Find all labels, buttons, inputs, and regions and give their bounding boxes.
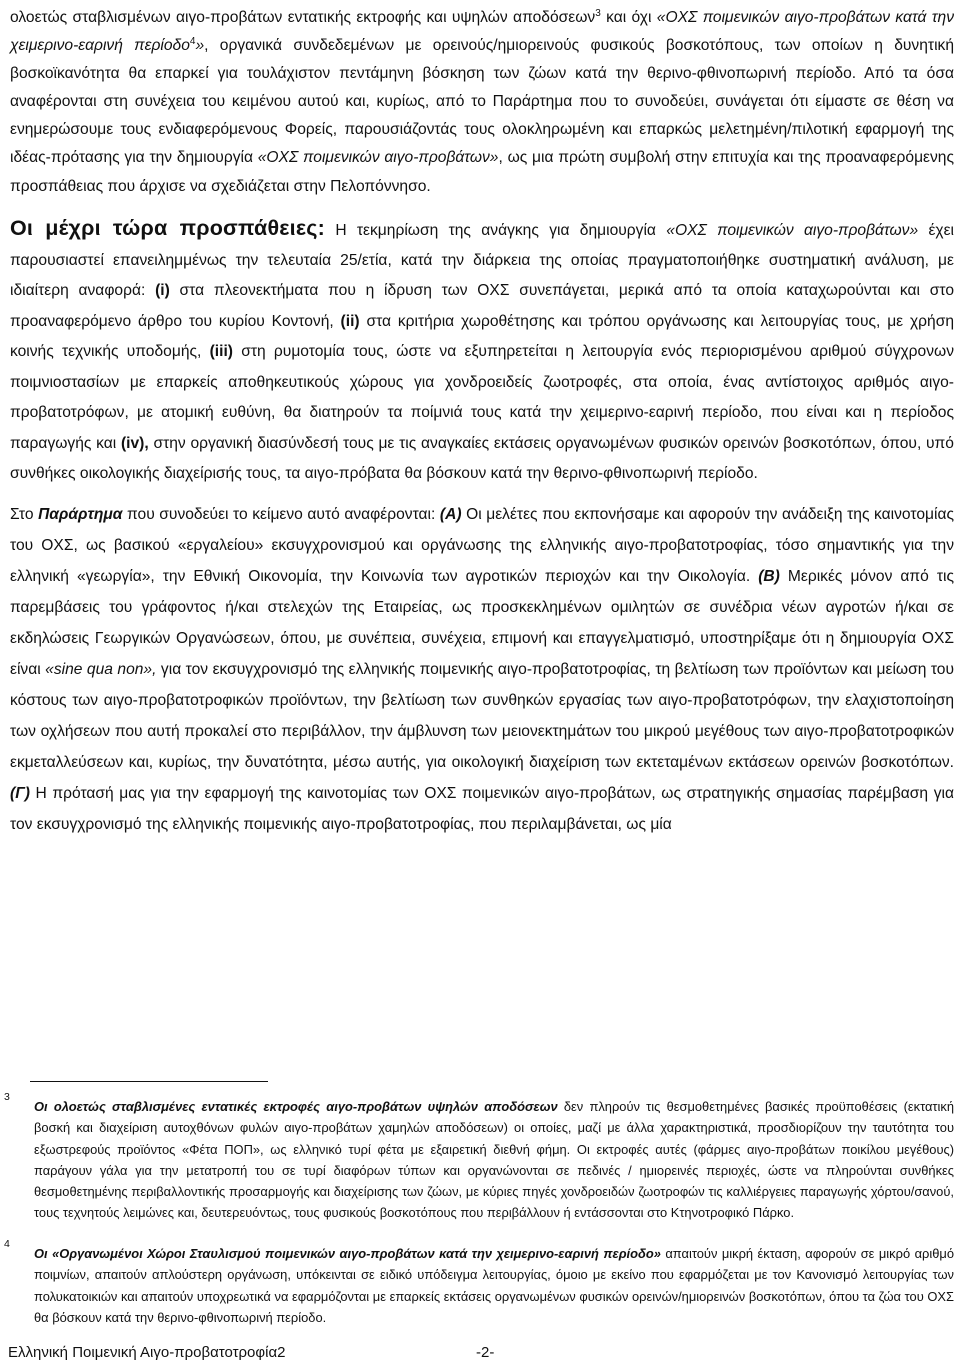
page-number: -2- <box>476 1344 495 1361</box>
footnote-separator <box>30 1081 268 1082</box>
paragraph-1: ολοετώς σταβλισμένων αιγο-προβάτων εντατικής εκτροφής και υψηλών αποδόσεων$^3$ και όχι «ΟΧΣ ποιμενικών αιγο-προβάτων κατά την χειμερινο-εαρινή περίοδο$^4$», οργανικά συνδεδεμένων με ορεινούς/ημιορεινούς φυσικούς βοσκοτόπους, των οποίων η δυνητική βοσκοϊκανότητα θα επαρκεί για τουλάχιστον πεντάμηνη βόσκηση των ζώων κατά την θερινο-φθινοπωρινή περίοδο. Από τα όσα αναφέρονται στη συνέχεια του κειμένου αυτού και, κυρίως, από το Παράρτημα που το συνοδεύει, συνάγεται ότι είμαστε σε θέση να ενημερώσουμε τους ενδιαφερόμενους Φορείς, παρουσιάζοντάς τους ολοκληρωμένη και επαρκώς μελετημένη/πιλοτική εφαρμογή της ιδέας-πρότασης για την δημιουργία «ΟΧΣ ποιμενικών αιγο-προβάτων», ως μια πρώτη συμβολή στην επιτυχία και της προαναφερόμενης προσπάθειας που άρχισε να σχεδιάζεται στην Πελοπόννησο. <box>10 8 955 195</box>
footnote-3: Οι ολοετώς σταβλισμένες εντατικές εκτροφές αιγο-προβάτων υψηλών αποδόσεων δεν πληρούν τις θεσμοθετημένες βασικές προϋποθέσεις (εκτατική βοσκή και διαχείριση αυτοχθόνων φυλών αιγο-προβάτων χαμηλών αποδόσεων) οι οποίες, μαζί με άλλα χαρακτηριστικά, προσδιορίζουν την ταυτότητα του εξωστρεφούς προϊόντος «Φέτα ΠΟΠ», ως ελληνικό τυρί φέτα με εξαιρετική διεθνή φήμη. Οι εκτροφές αυτές (φάρμες αιγο-προβάτων ποικίλου μεγέθους) παράγουν γάλα για την μετατροπή του σε τυρί διαφόρων τύπων και οργανώνονται σε πεδινές / ημιορεινές περιοχές, ώστε να πληρούνται συνθήκες θεσμοθετημένης περιβαλλοντικής προσαρμογής και διαχείρισης των ζώων, με κύριες πηγές χονδροειδών ζωοτροφών τις καλλιέργειες παραγωγής χόρτου/σανού, τους τεχνητούς λειμώνες και, δευτερευόντως, τους φυσικούς βοσκοτόπους που περιβάλλουν ή εντάσσονται στο Κτηνοτροφικό Πάρκο. <box>34 1099 954 1221</box>
footnote-ref-3[interactable]: 3 <box>595 8 601 19</box>
footer-title: Ελληνική Ποιμενική Αιγο-προβατοτροφία2 <box>8 1344 286 1361</box>
footnote-number-3: 3 <box>4 1091 10 1103</box>
footnote-ref-4[interactable]: 4 <box>189 36 196 48</box>
main-text <box>10 4 954 840</box>
paragraph-2: Οι μέχρι τώρα προσπάθειες: Η τεκμηρίωση της ανάγκης για δημιουργία «ΟΧΣ ποιμενικών αιγο-προβάτων» έχει παρουσιαστεί επανειλημμένως την τελευταία 25/ετία, κατά την διάρκεια της οποίας πραγματοποιήθηκε συστηματική ανάλυση, με ιδιαίτερη αναφορά: (i) στα πλεονεκτήματα που η ίδρυση των ΟΧΣ συνεπάγεται, μερικά από τα οποία καταχωρούνται και στο προαναφερόμενο άρθρο του κυρίου Κοντονή, (ii) στα κριτήρια χωροθέτησης και τρόπου οργάνωσης και λειτουργίας τους, με χρήση κοινής τεχνικής υποδομής, (iii) στη ρυμοτομία τους, ώστε να εξυπηρετείται η λειτουργία ενός περιορισμένου αριθμού σύγχρονων ποιμνιοστασίων με επαρκείς αποθηκευτικούς χώρους για χονδροειδείς ζωοτροφές, στα οποία, ένας αντίστοιχος αριθμός αιγο-προβατοτρόφων, με ατομική ευθύνη, θα διατηρούν τα ποίμνιά τους κατά την χειμερινο-εαρινή περίοδο, που είναι και η περίοδος παραγωγής και (iv), στην οργανική διασύνδεσή τους με τις αναγκαίες εκτάσεις οργανωμένων φυσικών ορεινών βοσκοτόπων, όπου, υπό συνθήκες οικολογικής διαχείρισής τους, τα αιγο-πρόβατα θα βόσκουν κατά την θερινο-φθινοπωρινή περίοδο. <box>10 215 955 482</box>
section-heading: Οι μέχρι τώρα προσπάθειες: <box>10 215 325 240</box>
paragraph-3: Στο Παράρτημα που συνοδεύει το κείμενο αυτό αναφέρονται: (Α) Οι μελέτες που εκπονήσαμε και αφορούν την ανάδειξη της καινοτομίας του ΟΧΣ, ως βασικού «εργαλείου» εκσυγχρονισμού και οργάνωσης της ελληνικής αιγο-προβατοτροφίας, τόσο σημαντικής για την ελληνική «γεωργία», την Εθνική Οικονομία, την Κοινωνία των αγροτικών περιοχών και την Οικολογία. (Β) Μερικές μόνον από τις παρεμβάσεις του γράφοντος ή/και στελεχών της Εταιρείας, ως προσκεκλημένων ομιλητών σε συνέδρια νέων αγροτών ή/και σε εκδηλώσεις Γεωργικών Οργανώσεων, όπου, με συνέπεια, συνέχεια, επιμονή και επαγγελματισμό, υποστηρίξαμε ότι η δημιουργία ΟΧΣ είναι «sine qua non», για τον εκσυγχρονισμό της ελληνικής ποιμενικής αιγο-προβατοτροφίας, τη βελτίωση των προϊόντων και μείωση του κόστους των αιγο-προβατοτροφικών προϊόντων, την βελτίωση των συνθηκών εργασίας των αιγο-προβατοτρόφων, την ελαχιστοποίηση των οχλήσεων που αυτή προκαλεί στο περιβάλλον, την άμβλυνση των μειονεκτημάτων του μικρού μεγέθους των αιγο-προβατοτροφικών εκμεταλλεύσεων και, κυρίως, την δυνατότητα, μέσω αυτής, για οικολογική διαχείριση των εκτεταμένων εκτάσεων ορεινών βοσκοτόπων. (Γ) Η πρότασή μας για την εφαρμογή της καινοτομίας των ΟΧΣ ποιμενικών αιγο-προβάτων, ως στρατηγικής σημασίας παρέμβαση για τον εκσυγχρονισμό της ελληνικής ποιμενικής αιγο-προβατοτροφίας, που περιλαμβάνεται, ως μία <box>10 506 954 834</box>
footnote-number-4: 4 <box>4 1238 10 1250</box>
footnote-4: Οι «Οργανωμένοι Χώροι Σταυλισμού ποιμενικών αιγο-προβάτων κατά την χειμερινο-εαρινή περίοδο» απαιτούν μικρή έκταση, αφορούν σε μικρό αριθμό ποιμνίων, απαιτούν απλούστερη οργάνωση, υπόκεινται σε ειδικό υπόδειγμα λειτουργίας, όμοιο με εκείνο που εφαρμόζεται με τον Κανονισμό λειτουργίας των πολυκατοικιών και απαιτούν υποχρεωτικά να εφαρμόζονται με επαρκείς εκτάσεις οργανωμένων φυσικών ορεινών/ημιορεινών βοσκοτόπων, όπου τα ζώα του ΟΧΣ θα βόσκουν κατά την θερινο-φθινοπωρινή περίοδο. <box>34 1246 954 1325</box>
